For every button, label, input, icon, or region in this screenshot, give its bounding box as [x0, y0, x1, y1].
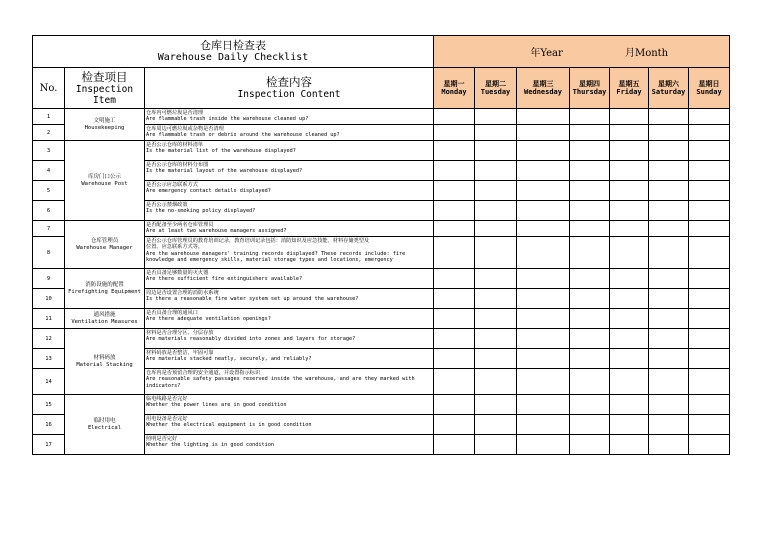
row-number: 14	[33, 369, 65, 395]
inspection-item	[65, 309, 145, 329]
inspection-content	[145, 435, 434, 455]
check-cell[interactable]	[570, 109, 610, 125]
check-cell[interactable]	[434, 349, 475, 369]
item-en: Warehouse Post	[81, 180, 128, 187]
content-line: Are emergency contact details displayed?	[146, 188, 271, 195]
check-cell[interactable]	[434, 141, 475, 161]
year-label: 年Year	[530, 48, 563, 59]
item-en: Material Stacking	[76, 361, 133, 368]
check-cell[interactable]	[434, 109, 475, 125]
row-number: 9	[33, 269, 65, 289]
check-cell[interactable]	[570, 329, 610, 349]
check-cell[interactable]	[517, 289, 570, 309]
row-number: 6	[33, 201, 65, 221]
item-en: Firefighting Equipment	[68, 288, 141, 295]
table-row	[33, 109, 730, 125]
table-row	[33, 329, 730, 349]
check-cell[interactable]	[689, 109, 730, 125]
content-line: 是否公示应急联系方式	[146, 182, 198, 188]
check-cell[interactable]	[517, 329, 570, 349]
check-cell[interactable]	[475, 181, 517, 201]
row-number: 8	[33, 237, 65, 269]
content-line: 材料是否合理分区、分层存放	[146, 330, 214, 336]
inspection-content	[145, 221, 434, 237]
check-cell[interactable]	[649, 289, 689, 309]
item-en: Electrical	[87, 424, 122, 431]
content-line: Are at least two warehouse managers assigned?	[146, 228, 287, 235]
inspection-item	[65, 329, 145, 395]
day-en: Tuesday	[480, 88, 511, 96]
content-line: Are materials stacked neatly, securely, and reliably?	[146, 356, 312, 363]
inspection-content	[145, 201, 434, 221]
check-cell[interactable]	[649, 237, 689, 269]
check-cell[interactable]	[610, 309, 649, 329]
check-cell[interactable]	[649, 309, 689, 329]
check-cell[interactable]	[434, 201, 475, 221]
inspection-content	[145, 109, 434, 125]
check-cell[interactable]	[689, 309, 730, 329]
check-cell[interactable]	[517, 161, 570, 181]
check-cell[interactable]	[517, 141, 570, 161]
day-en: Monday	[441, 88, 467, 96]
check-cell[interactable]	[610, 289, 649, 309]
check-cell[interactable]	[649, 181, 689, 201]
day-en: Wednesday	[524, 88, 562, 96]
check-cell[interactable]	[434, 329, 475, 349]
check-cell[interactable]	[517, 181, 570, 201]
item-en: Housekeeping	[84, 124, 125, 131]
check-cell[interactable]	[434, 125, 475, 141]
content-line: 是否具备足够数量的灭火器	[146, 270, 209, 276]
check-cell[interactable]	[517, 369, 570, 395]
check-cell[interactable]	[434, 369, 475, 395]
day-cn: 星期三	[532, 79, 554, 88]
content-line: Whether the lighting is in good condition	[146, 442, 275, 449]
check-cell[interactable]	[649, 109, 689, 125]
item-cn: 文明施工	[93, 117, 116, 124]
inspection-content	[145, 289, 434, 309]
inspection-content	[145, 269, 434, 289]
row-number: 16	[33, 415, 65, 435]
item-cn: 通风措施	[93, 311, 116, 318]
check-cell[interactable]	[649, 125, 689, 141]
inspection-item	[65, 109, 145, 141]
check-cell[interactable]	[610, 109, 649, 125]
table-row	[33, 269, 730, 289]
check-cell[interactable]	[517, 309, 570, 329]
check-cell[interactable]	[434, 269, 475, 289]
check-cell[interactable]	[610, 395, 649, 415]
content-line: indicators?	[146, 382, 181, 389]
check-cell[interactable]	[689, 141, 730, 161]
check-cell[interactable]	[475, 269, 517, 289]
check-cell[interactable]	[570, 395, 610, 415]
check-cell[interactable]	[610, 435, 649, 455]
check-cell[interactable]	[475, 221, 517, 237]
check-cell[interactable]	[570, 181, 610, 201]
check-cell[interactable]	[649, 369, 689, 395]
check-cell[interactable]	[649, 435, 689, 455]
table-row	[33, 395, 730, 415]
check-cell[interactable]	[434, 435, 475, 455]
inspection-content-header	[145, 68, 434, 109]
day-header-monday	[434, 68, 475, 109]
content-line: Are there sufficient fire extinguishers available?	[146, 276, 303, 283]
check-cell[interactable]	[475, 141, 517, 161]
inspection-item-header	[65, 68, 145, 109]
item-header-cn: 检查项目	[81, 69, 128, 84]
row-number: 1	[33, 109, 65, 125]
title-en: Warehouse Daily Checklist	[157, 52, 309, 63]
inspection-content	[145, 329, 434, 349]
check-cell[interactable]	[570, 435, 610, 455]
check-cell[interactable]	[475, 435, 517, 455]
check-cell[interactable]	[475, 289, 517, 309]
check-cell[interactable]	[570, 141, 610, 161]
check-cell[interactable]	[649, 349, 689, 369]
content-line: Whether the electrical equipment is in good condition	[146, 422, 312, 429]
check-cell[interactable]	[434, 161, 475, 181]
day-cn: 星期五	[618, 79, 640, 88]
check-cell[interactable]	[610, 161, 649, 181]
row-number: 15	[33, 395, 65, 415]
day-cn: 星期日	[698, 79, 720, 88]
content-line: 材料码放是否整洁、牢固可靠	[146, 350, 214, 356]
content-header-en: Inspection Content	[237, 89, 341, 100]
check-cell[interactable]	[434, 395, 475, 415]
check-cell[interactable]	[570, 161, 610, 181]
content-line: 仓库内可燃垃圾是否清理	[146, 110, 204, 116]
content-line: Are reasonable safety passages reserved inside the warehouse, and are they marked with	[146, 376, 415, 383]
check-cell[interactable]	[517, 221, 570, 237]
no-header: No.	[33, 68, 65, 109]
item-en: Warehouse Manager	[76, 244, 133, 251]
check-cell[interactable]	[517, 435, 570, 455]
check-cell[interactable]	[434, 221, 475, 237]
check-cell[interactable]	[689, 237, 730, 269]
day-header-thursday	[570, 68, 610, 109]
content-line: 是否具备合理的通风口	[146, 310, 198, 316]
check-cell[interactable]	[689, 289, 730, 309]
content-line: Is the material list of the warehouse displayed?	[146, 148, 296, 155]
check-cell[interactable]	[475, 329, 517, 349]
inspection-content	[145, 369, 434, 395]
check-cell[interactable]	[570, 237, 610, 269]
content-line: 用电设备是否完好	[146, 416, 188, 422]
inspection-content	[145, 141, 434, 161]
check-cell[interactable]	[610, 237, 649, 269]
item-header-en-2: Item	[93, 94, 116, 106]
check-cell[interactable]	[570, 125, 610, 141]
check-cell[interactable]	[434, 237, 475, 269]
row-number: 7	[33, 221, 65, 237]
day-header-friday	[610, 68, 649, 109]
check-cell[interactable]	[570, 221, 610, 237]
item-cn: 库房门口公示	[87, 173, 121, 180]
check-cell[interactable]	[570, 269, 610, 289]
content-line: Is the no-smoking policy displayed?	[146, 208, 256, 215]
check-cell[interactable]	[649, 161, 689, 181]
item-cn: 消防设施的配置	[85, 281, 124, 288]
check-cell[interactable]	[649, 141, 689, 161]
item-cn: 材料码放	[93, 354, 116, 361]
content-line: 照明是否完好	[146, 436, 178, 442]
check-cell[interactable]	[517, 109, 570, 125]
inspection-content	[145, 395, 434, 415]
check-cell[interactable]	[610, 125, 649, 141]
day-cn: 星期一	[443, 79, 465, 88]
check-cell[interactable]	[434, 309, 475, 329]
check-cell[interactable]	[649, 201, 689, 221]
table-row	[33, 309, 730, 329]
inspection-content	[145, 415, 434, 435]
check-cell[interactable]	[570, 289, 610, 309]
inspection-item	[65, 395, 145, 455]
content-line: 是否公示仓库的材料分布图	[146, 162, 209, 168]
check-cell[interactable]	[649, 221, 689, 237]
day-en: Sunday	[696, 88, 722, 96]
day-en: Saturday	[651, 88, 686, 96]
content-line: Is the material layout of the warehouse displayed?	[146, 168, 303, 175]
title-cn: 仓库日检查表	[200, 39, 266, 52]
check-cell[interactable]	[570, 415, 610, 435]
row-number: 5	[33, 181, 65, 201]
content-line: Whether the power lines are in good condition	[146, 402, 287, 409]
check-cell[interactable]	[689, 125, 730, 141]
check-cell[interactable]	[610, 415, 649, 435]
check-cell[interactable]	[689, 435, 730, 455]
content-line: Is there a reasonable fire water system set up around the warehouse?	[146, 296, 359, 303]
row-number: 13	[33, 349, 65, 369]
check-cell[interactable]	[649, 395, 689, 415]
inspection-content	[145, 309, 434, 329]
check-cell[interactable]	[689, 349, 730, 369]
check-cell[interactable]	[434, 415, 475, 435]
inspection-content	[145, 161, 434, 181]
day-header-saturday	[649, 68, 689, 109]
row-number: 2	[33, 125, 65, 141]
check-cell[interactable]	[610, 181, 649, 201]
inspection-content	[145, 181, 434, 201]
check-cell[interactable]	[475, 109, 517, 125]
content-line: Are flammable trash inside the warehouse cleaned up?	[146, 116, 309, 123]
row-number: 11	[33, 309, 65, 329]
check-cell[interactable]	[649, 269, 689, 289]
inspection-content	[145, 349, 434, 369]
content-line: Are materials reasonably divided into zones and layers for storage?	[146, 336, 356, 343]
check-cell[interactable]	[434, 289, 475, 309]
check-cell[interactable]	[517, 269, 570, 289]
checklist-title	[33, 36, 434, 68]
check-cell[interactable]	[517, 237, 570, 269]
content-header-cn: 检查内容	[266, 75, 312, 89]
check-cell[interactable]	[610, 201, 649, 221]
check-cell[interactable]	[475, 201, 517, 221]
day-cn: 星期二	[485, 79, 507, 88]
item-cn: 仓库管理员	[90, 237, 119, 244]
content-line: knowledge and emergency skills, material storage types and locations, emergency	[146, 256, 393, 263]
checklist-table	[32, 35, 730, 455]
check-cell[interactable]	[570, 369, 610, 395]
check-cell[interactable]	[570, 309, 610, 329]
inspection-item	[65, 221, 145, 269]
year-month-header	[434, 36, 730, 68]
content-line: Are flammable trash or debris around the warehouse cleaned up?	[146, 132, 340, 139]
check-cell[interactable]	[689, 161, 730, 181]
check-cell[interactable]	[610, 221, 649, 237]
table-row	[33, 141, 730, 161]
check-cell[interactable]	[689, 329, 730, 349]
content-line: 仓库周边可燃垃圾或杂物是否清理	[146, 126, 224, 132]
check-cell[interactable]	[689, 415, 730, 435]
check-cell[interactable]	[475, 369, 517, 395]
check-cell[interactable]	[689, 181, 730, 201]
content-line: Are the warehouse managers' training records displayed? These records include: fire	[146, 250, 406, 257]
check-cell[interactable]	[610, 349, 649, 369]
check-cell[interactable]	[475, 395, 517, 415]
day-header-sunday	[689, 68, 730, 109]
check-cell[interactable]	[475, 309, 517, 329]
check-cell[interactable]	[517, 201, 570, 221]
check-cell[interactable]	[570, 349, 610, 369]
check-cell[interactable]	[475, 415, 517, 435]
check-cell[interactable]	[570, 201, 610, 221]
check-cell[interactable]	[610, 269, 649, 289]
check-cell[interactable]	[475, 161, 517, 181]
check-cell[interactable]	[689, 221, 730, 237]
check-cell[interactable]	[517, 125, 570, 141]
inspection-content	[145, 125, 434, 141]
item-en: Ventilation Measures	[71, 318, 138, 325]
item-cn: 临时用电	[93, 417, 116, 424]
day-en: Friday	[616, 88, 642, 96]
check-cell[interactable]	[649, 329, 689, 349]
content-line: 是否公示禁烟政策	[146, 202, 188, 208]
check-cell[interactable]	[610, 369, 649, 395]
content-line: 是否公示仓库管理员的教育培训记录，教育培训记录包括：消防知识及应急技能、材料存储类型及	[146, 238, 370, 244]
content-line: 周边是否设置合理的消防水系统	[146, 290, 219, 296]
check-cell[interactable]	[689, 395, 730, 415]
row-number: 17	[33, 435, 65, 455]
check-cell[interactable]	[434, 181, 475, 201]
check-cell[interactable]	[649, 415, 689, 435]
content-line: 仓库内是否预留合理的安全通道，并设置指示标识	[146, 370, 261, 376]
month-label: 月Month	[624, 48, 669, 59]
inspection-content	[145, 237, 434, 269]
check-cell[interactable]	[610, 329, 649, 349]
check-cell[interactable]	[475, 125, 517, 141]
day-en: Thursday	[572, 88, 607, 96]
day-header-wednesday	[517, 68, 570, 109]
inspection-item	[65, 141, 145, 221]
day-cn: 星期四	[579, 79, 601, 88]
content-line: Are there adequate ventilation openings?	[146, 316, 271, 323]
check-cell[interactable]	[517, 395, 570, 415]
content-line: 位置、应急联系方式等。	[146, 244, 204, 251]
content-line: 临电线路是否完好	[146, 396, 188, 402]
content-line: 是否配备至少两名仓库管理员	[146, 222, 214, 228]
row-number: 3	[33, 141, 65, 161]
row-number: 10	[33, 289, 65, 309]
row-number: 12	[33, 329, 65, 349]
check-cell[interactable]	[475, 349, 517, 369]
day-cn: 星期六	[658, 79, 680, 88]
check-cell[interactable]	[475, 237, 517, 269]
day-header-tuesday	[475, 68, 517, 109]
check-cell[interactable]	[517, 349, 570, 369]
table-row	[33, 221, 730, 237]
check-cell[interactable]	[689, 369, 730, 395]
inspection-item	[65, 269, 145, 309]
check-cell[interactable]	[689, 269, 730, 289]
check-cell[interactable]	[517, 415, 570, 435]
check-cell[interactable]	[610, 141, 649, 161]
check-cell[interactable]	[689, 201, 730, 221]
item-header-en-1: Inspection	[75, 83, 134, 95]
content-line: 是否公示仓库的材料清单	[146, 142, 204, 148]
row-number: 4	[33, 161, 65, 181]
